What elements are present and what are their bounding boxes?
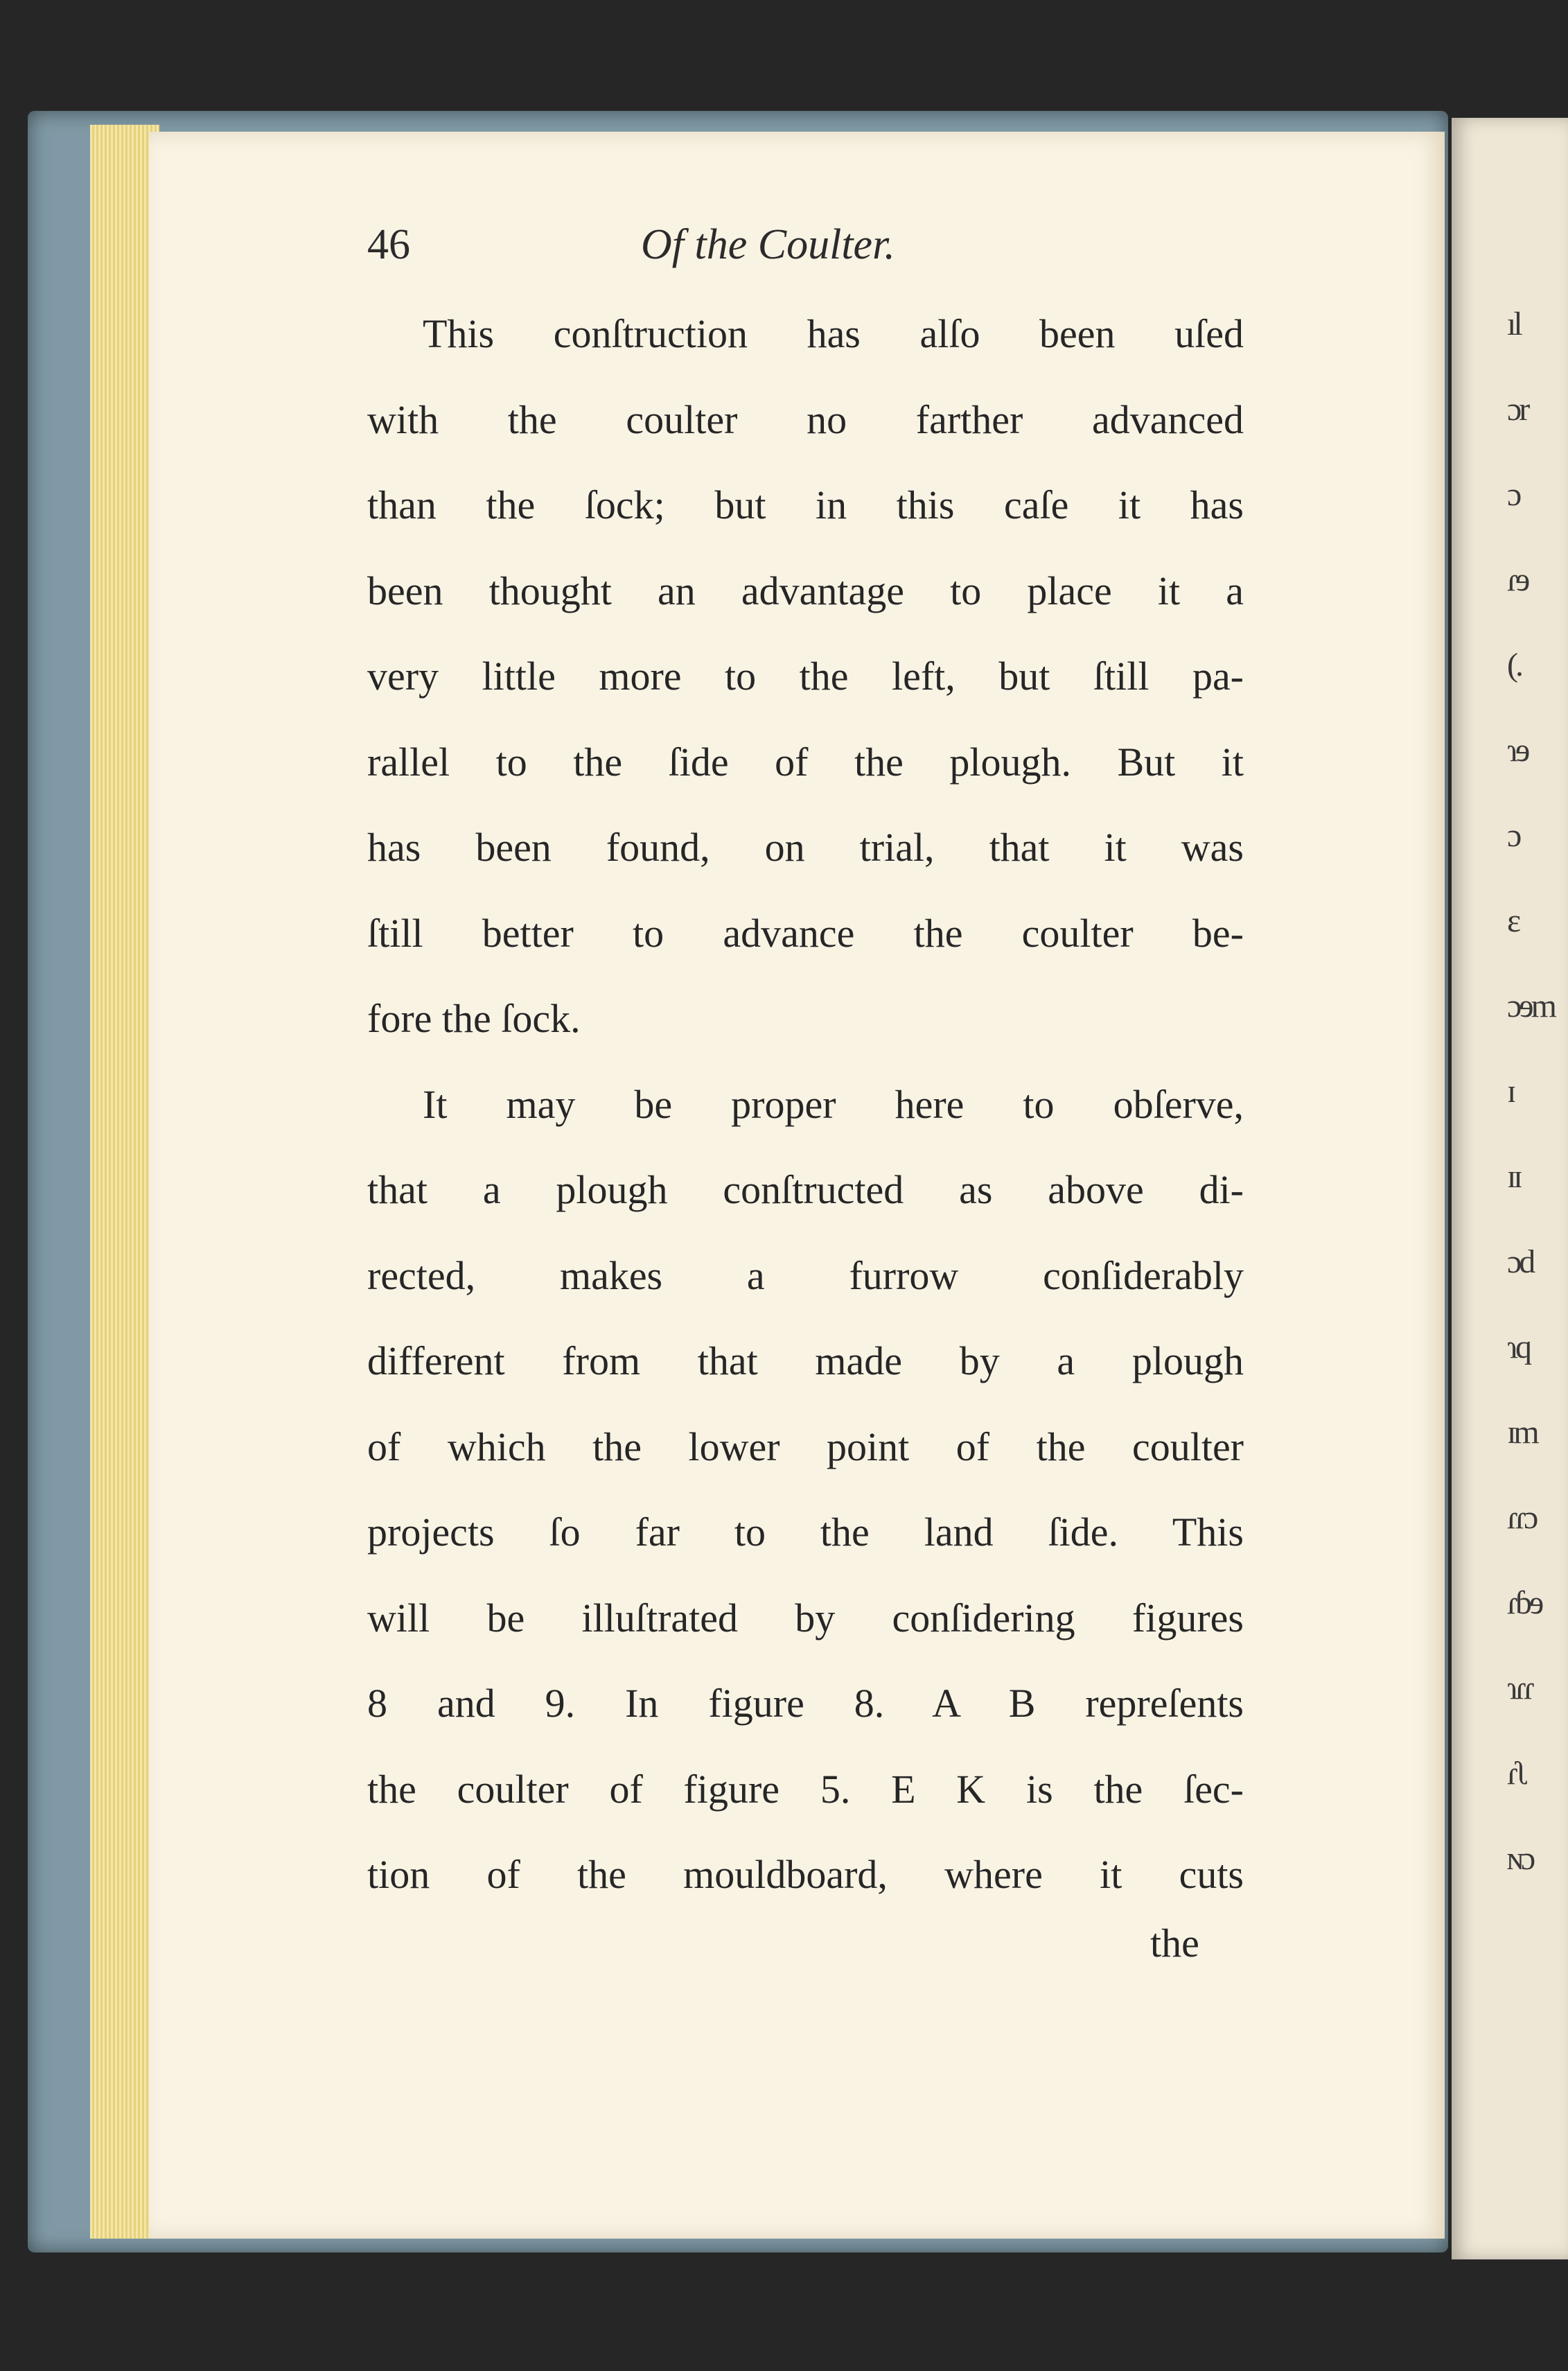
text-line: 8 and 9. In figure 8. A B repreſents (367, 1681, 1244, 1726)
text-line: that a plough conſtructed as above di- (367, 1167, 1244, 1212)
text-line: tion of the mouldboard, where it cuts (367, 1852, 1244, 1897)
facing-page-fragment: ɔ (1507, 817, 1519, 854)
running-head: Of the Coulter. (641, 221, 895, 268)
text-line: with the coulter no farther advanced (367, 396, 1244, 442)
text-line: than the ſock; but in this caſe it has (367, 482, 1244, 527)
text-line: This conſtruction has alſo been uſed (423, 311, 1244, 356)
text-line: fore the ſock. (367, 996, 581, 1041)
text-line: very little more to the left, but ſtill pa- (367, 654, 1244, 699)
text-line: rected, makes a furrow conſiderably (367, 1252, 1244, 1298)
paragraph-2 (367, 1062, 1244, 1918)
page-header (367, 220, 1268, 283)
text-line: rallel to the ſide of the plough. But it (367, 739, 1244, 785)
facing-page-fragment: ɾɓɘ (1507, 1584, 1542, 1621)
facing-page-fragment: ɔɘm (1507, 988, 1554, 1024)
text-line: It may be proper here to obſerve, (423, 1081, 1244, 1127)
facing-page-fragment: ɪm (1507, 1414, 1537, 1451)
facing-page-fragment: ɔd (1507, 1243, 1533, 1280)
facing-page-fragment: ɪɪ (1507, 1158, 1520, 1195)
text-line: of which the lower point of the coulter (367, 1424, 1244, 1469)
catchword: the (1150, 1921, 1199, 1966)
facing-page-fragment: ɔ (1507, 476, 1519, 513)
page-number: 46 (367, 221, 410, 268)
paragraph-1 (367, 291, 1244, 1062)
facing-page-fragment: ɴɔ (1507, 1840, 1533, 1877)
facing-page-fragment: (. (1507, 647, 1521, 683)
facing-page-fragment: ɾɘ (1507, 561, 1528, 598)
facing-page-fragment: ɿɘ (1507, 732, 1528, 769)
text-line: ſtill better to advance the coulter be- (367, 910, 1244, 956)
text-line: projects ſo far to the land ſide. This (367, 1510, 1244, 1555)
facing-page-fragment: ɔr (1507, 391, 1528, 428)
body-text (367, 291, 1244, 1918)
text-line: been thought an advantage to place it a (367, 568, 1244, 613)
text-line: has been found, on trial, that it was (367, 825, 1244, 870)
facing-page-fragment: ɾɾɔ (1507, 1499, 1536, 1536)
facing-page-fragment: ɿq (1507, 1329, 1529, 1365)
text-line: will be illuſtrated by conſidering figures (367, 1595, 1244, 1641)
text-line: different from that made by a plough (367, 1338, 1244, 1383)
facing-page-fragment: ɪ (1507, 1073, 1514, 1110)
facing-page-fragment: ıl (1507, 306, 1520, 342)
facing-page-fragment: ɛ (1507, 902, 1519, 939)
text-line: the coulter of figure 5. E K is the ſec- (367, 1766, 1244, 1812)
facing-page-fragment: ɿɾɾ (1507, 1670, 1532, 1706)
facing-page-fragment: ɾʅ (1507, 1755, 1527, 1792)
